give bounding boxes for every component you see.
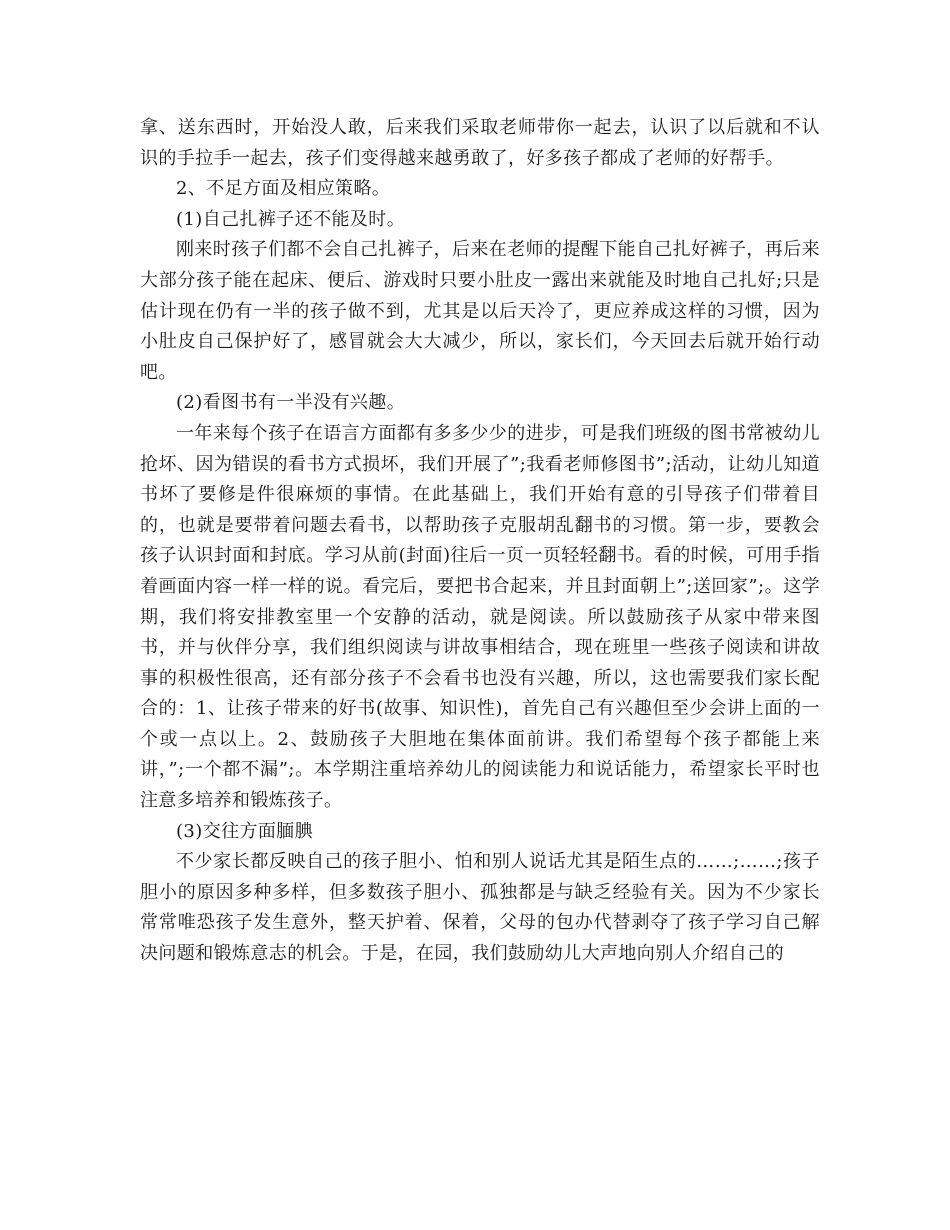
subheading-books: (2)看图书有一半没有兴趣。	[176, 392, 406, 414]
subheading-pants: (1)自己扎裤子还不能及时。	[176, 208, 406, 230]
paragraph-social: 不少家长都反映自己的孩子胆小、怕和别人说话尤其是陌生点的……;……;孩子胆小的原因多种多样，但多数孩子胆小、孤独都是与缺乏经验有关。因为不少家长常常唯恐孩子发生意外，整天护着、保着，父母的包办代替剥夺了孩子学习自己解决问题和锻炼意志的机会。于是，在园，我们鼓励幼儿大声地向别人介绍自己的	[140, 851, 820, 965]
subheading-social: (3)交往方面腼腆	[176, 820, 314, 842]
paragraph-pants: 刚来时孩子们都不会自己扎裤子，后来在老师的提醒下能自己扎好裤子，再后来大部分孩子能在起床、便后、游戏时只要小肚皮一露出来就能及时地自己扎好;只是估计现在仍有一半的孩子做不到，尤其是以后天冷了，更应养成这样的习惯，因为小肚皮自己保护好了，感冒就会大大减少，所以，家长们，今天回去后就开始行动吧。	[140, 239, 820, 383]
paragraph-continued: 拿、送东西时，开始没人敢，后来我们采取老师带你一起去，认识了以后就和不认识的手拉手一起去，孩子们变得越来越勇敢了，好多孩子都成了老师的好帮手。	[140, 117, 820, 169]
document-body	[140, 113, 820, 970]
section-heading-shortcomings: 2、不足方面及相应策略。	[176, 178, 391, 200]
paragraph-books: 一年来每个孩子在语言方面都有多多少少的进步，可是我们班级的图书常被幼儿抢坏、因为错误的看书方式损坏，我们开展了”;我看老师修图书”;活动，让幼儿知道书坏了要修是件很麻烦的事情。在此基础上，我们开始有意的引导孩子们带着目的，也就是要带着问题去看书，以帮助孩子克服胡乱翻书的习惯。第一步，要教会孩子认识封面和封底。学习从前(封面)往后一页一页轻轻翻书。看的时候，可用手指着画面内容一样一样的说。看完后，要把书合起来，并且封面朝上”;送回家”;。这学期，我们将安排教室里一个安静的活动，就是阅读。所以鼓励孩子从家中带来图书，并与伙伴分享，我们组织阅读与讲故事相结合，现在班里一些孩子阅读和讲故事的积极性很高，还有部分孩子不会看书也没有兴趣，所以，这也需要我们家长配合的：1、让孩子带来的好书(故事、知识性)，首先自己有兴趣但至少会讲上面的一个或一点以上。2、鼓励孩子大胆地在集体面前讲。我们希望每个孩子都能上来讲，”;一个都不漏”;。本学期注重培养幼儿的阅读能力和说话能力，希望家长平时也注意多培养和锻炼孩子。	[140, 422, 820, 812]
